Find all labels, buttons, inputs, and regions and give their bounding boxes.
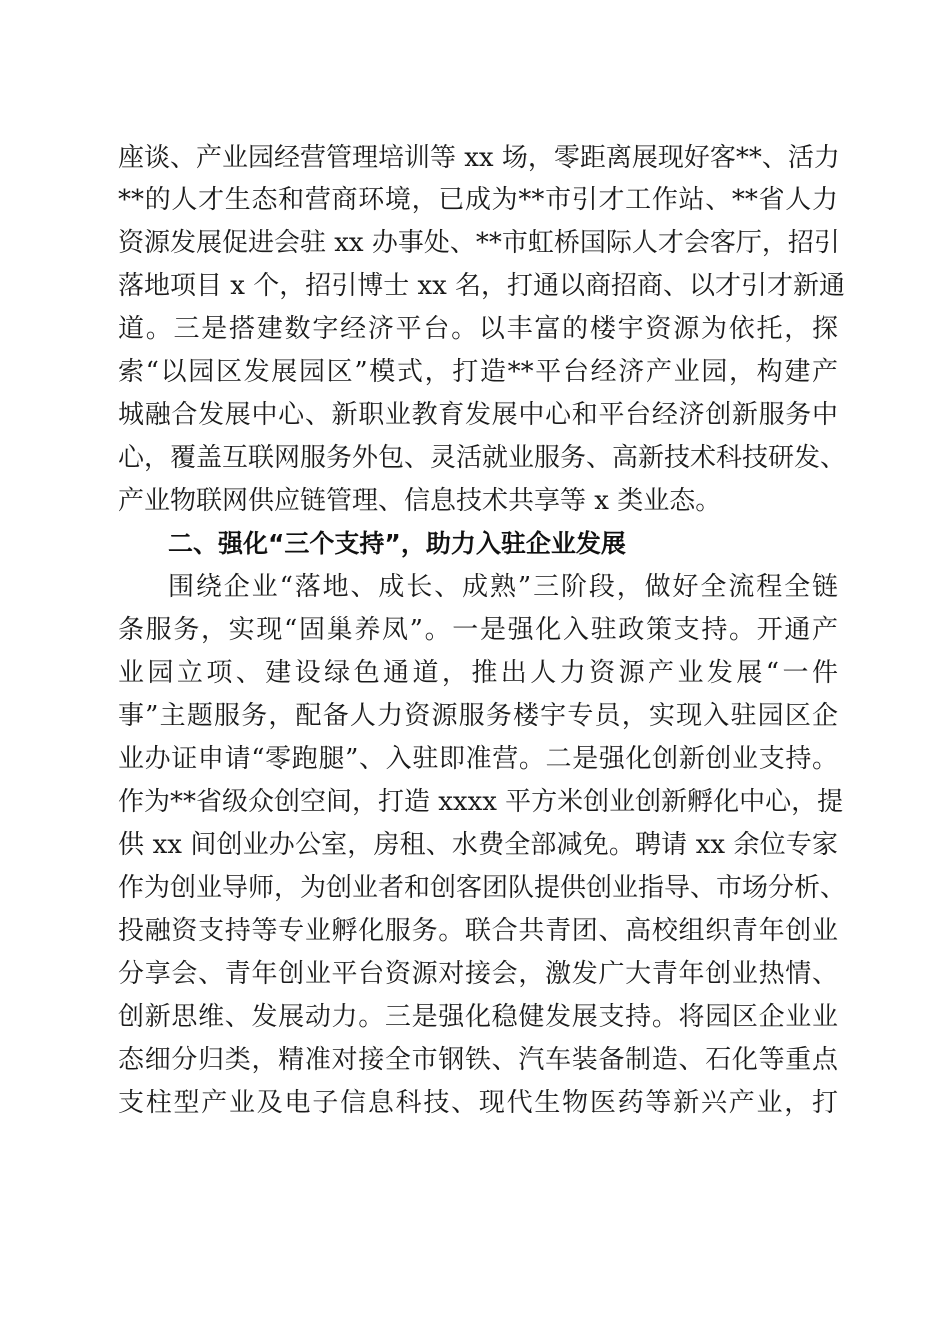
text-line: 支柱型产业及电子信息科技、现代生物医药等新兴产业，打 xyxy=(118,1088,838,1118)
text-line: 事”主题服务，配备人力资源服务楼宇专员，实现入驻园区企 xyxy=(118,701,838,731)
text-line: 投融资支持等专业孵化服务。联合共青团、高校组织青年创业 xyxy=(118,916,838,946)
text-line: 业园立项、建设绿色通道，推出人力资源产业发展“一件 xyxy=(118,658,838,688)
text-line: 创新思维、发展动力。三是强化稳健发展支持。将园区企业业 xyxy=(118,1002,838,1032)
text-line: 产业物联网供应链管理、信息技术共享等 x 类业态。 xyxy=(118,486,722,516)
text-line: 索“以园区发展园区”模式，打造**平台经济产业园，构建产 xyxy=(118,357,838,387)
text-line: 分享会、青年创业平台资源对接会，激发广大青年创业热情、 xyxy=(118,959,838,989)
text-line: 供 xx 间创业办公室，房租、水费全部减免。聘请 xx 余位专家 xyxy=(118,830,838,860)
text-line: 心，覆盖互联网服务外包、灵活就业服务、高新技术科技研发、 xyxy=(118,443,847,473)
text-line: 条服务，实现“固巢养凤”。一是强化入驻政策支持。开通产 xyxy=(118,615,838,645)
text-line: 态细分归类，精准对接全市钢铁、汽车装备制造、石化等重点 xyxy=(118,1045,838,1075)
section-heading: 二、强化“三个支持”，助力入驻企业发展 xyxy=(168,529,626,558)
text-line: 业办证申请“零跑腿”、入驻即准营。二是强化创新创业支持。 xyxy=(118,744,838,774)
text-line: **的人才生态和营商环境，已成为**市引才工作站、**省人力 xyxy=(118,185,838,215)
text-line: 资源发展促进会驻 xx 办事处、**市虹桥国际人才会客厅，招引 xyxy=(118,228,840,258)
text-line: 作为创业导师，为创业者和创客团队提供创业指导、市场分析、 xyxy=(118,873,847,903)
text-line: 作为**省级众创空间，打造 xxxx 平方米创业创新孵化中心，提 xyxy=(118,787,844,817)
text-line: 城融合发展中心、新职业教育发展中心和平台经济创新服务中 xyxy=(118,400,838,430)
text-line: 落地项目 x 个，招引博士 xx 名，打通以商招商、以才引才新通 xyxy=(118,271,846,301)
text-line: 围绕企业“落地、成长、成熟”三阶段，做好全流程全链 xyxy=(168,572,838,602)
text-line: 道。三是搭建数字经济平台。以丰富的楼宇资源为依托，探 xyxy=(118,314,838,344)
text-line: 座谈、产业园经营管理培训等 xx 场，零距离展现好客**、活力 xyxy=(118,143,840,173)
